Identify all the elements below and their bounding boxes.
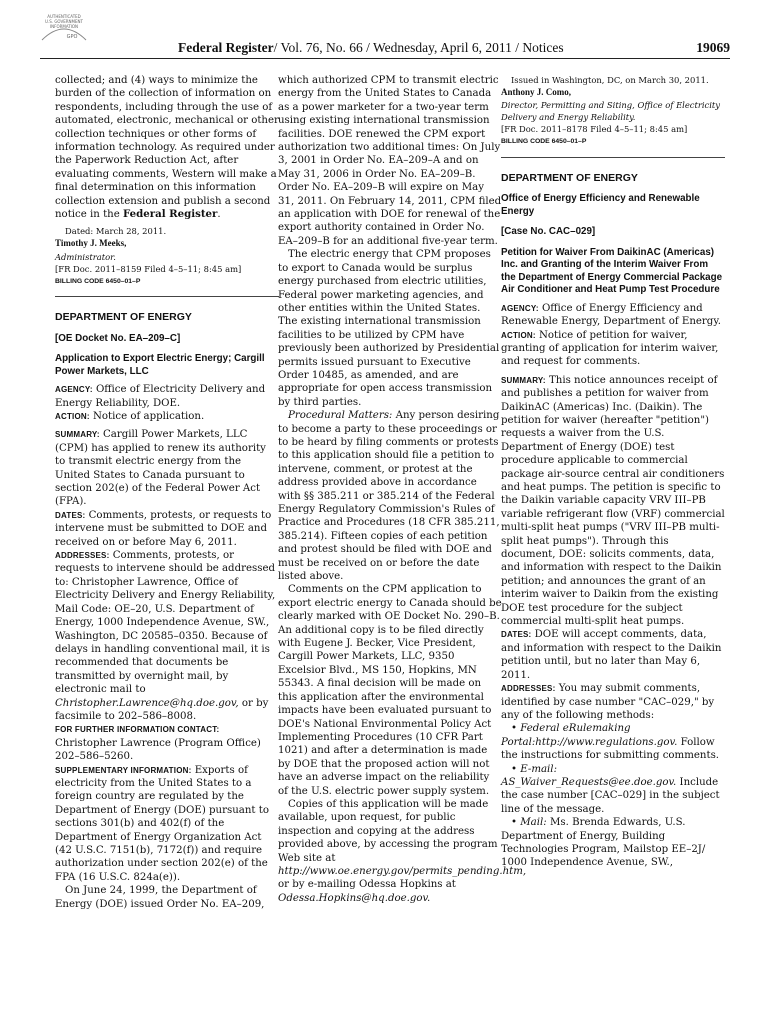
signer-name: Timothy J. Meeks, bbox=[55, 238, 127, 249]
page-number: 19069 bbox=[696, 40, 730, 55]
department-heading: DEPARTMENT OF ENERGY bbox=[501, 171, 638, 184]
svg-text:AUTHENTICATED: AUTHENTICATED bbox=[47, 14, 81, 19]
office-heading: Office of Energy Efficiency and Renewable Energy bbox=[501, 193, 700, 217]
bullet-portal: • Federal eRulemaking Portal:http://www.regulations.gov. Follow the instructions for submitting comments. bbox=[501, 723, 720, 762]
svg-text:U.S. GOVERNMENT: U.S. GOVERNMENT bbox=[45, 19, 83, 24]
billing-code: BILLING CODE 6450–01–P bbox=[55, 277, 141, 285]
copies-paragraph: Copies of this application will be made available, upon request, for public inspection and copying at the address provided above, by accessing the program Web site at http://www.oe.energy.gov/permits_pending.htm, or by e-mailing Odessa Hopkins at Odessa.Hopkins@hq.doe.gov. bbox=[278, 798, 527, 904]
billing-code: BILLING CODE 6450–01–P bbox=[501, 138, 587, 146]
case-number: [Case No. CAC–029] bbox=[501, 226, 596, 238]
agency-field: AGENCY: Office of Electricity Delivery and Energy Reliability, DOE. bbox=[55, 384, 266, 409]
column-1 bbox=[55, 74, 279, 911]
column-2 bbox=[278, 74, 527, 905]
addresses-field: ADDRESSES: Comments, protests, or requests to intervene should be addressed to: Christopher Lawrence, Office of Electricity Delivery and Energy Reliability, Mail Code: OE–20, U.S. Department of Energy, 1000 Independence Avenue, SW., Washington, DC 20585–0350. Because of delays in handling conventional mail, it is recommended that documents be transmitted by overnight mail, by electronic mail to Christopher.Lawrence@hq.doe.gov, or by facsimile to 202–586–8008. bbox=[55, 550, 276, 722]
intro-paragraph: collected; and (4) ways to minimize the burden of the collection of information on respondents, including through the use of automated, electronic, mechanical or other collection techniques or other forms of information technology. As required under the Paperwork Reduction Act, after evaluating comments, Western will make a final determination on this information collection extension and publish a second notice in the Federal Register. bbox=[55, 75, 279, 221]
summary-field: SUMMARY: This notice announces receipt of and publishes a petition for waiver from DaikinAC (Americas) Inc. (Daikin). The petition for waiver (hereafter "petition") requests a waiver from the U.S. Department of Energy (DOE) test procedure applicable to commercial package air-source central air conditioners and heat pumps. The petition is specific to the Daikin variable capacity VRV III–PB variable refrigerant flow (VRF) commercial multi-split heat pumps ("VRV III–PB multi-split heat pumps"). Through this document, DOE: solicits comments, data, and information with respect to the Daikin petition; and announces the grant of an interim waiver to Daikin from the existing DOE test procedure for the subject commercial multi-split heat pumps. bbox=[501, 374, 725, 628]
notice-title: Application to Export Electric Energy; Cargill Power Markets, LLC bbox=[55, 353, 265, 377]
department-heading: DEPARTMENT OF ENERGY bbox=[55, 311, 192, 324]
action-field: ACTION: Notice of application. bbox=[55, 411, 205, 422]
odessa-email-link[interactable]: Odessa.Hopkins@hq.doe.gov. bbox=[278, 892, 431, 904]
fr-doc-line: [FR Doc. 2011–8159 Filed 4–5–11; 8:45 am] bbox=[55, 263, 242, 274]
signer-title: Director, Permitting and Siting, Office of Electricity Delivery and Energy Reliability. bbox=[501, 100, 721, 123]
program-website-link[interactable]: http://www.oe.energy.gov/permits_pending.htm, bbox=[278, 865, 527, 877]
summary-field: SUMMARY: Cargill Power Markets, LLC (CPM) has applied to renew its authority to transmit electric energy from the United States to Canada pursuant to section 202(e) of the Federal Power Act (FPA). bbox=[55, 429, 266, 508]
regulations-link[interactable]: Federal eRulemaking Portal:http://www.regulations.gov. bbox=[501, 723, 678, 748]
svg-text:INFORMATION: INFORMATION bbox=[49, 24, 79, 29]
procedural-paragraph: Procedural Matters: Any person desiring to become a party to these proceedings or to be heard by filing comments or protests to this application should file a petition to intervene, comment, or protest at the address provided above in accordance with §§ 385.211 or 385.214 of the Federal Energy Regulatory Commission's Rules of Practice and Procedures (18 CFR 385.211, 385.214). Fifteen copies of each petition and protest should be filed with DOE and must be received on or before the date listed above. bbox=[278, 410, 500, 583]
dates-field: DATES: Comments, protests, or requests to intervene must be submitted to DOE and received on or before May 6, 2011. bbox=[55, 509, 272, 548]
energy-paragraph: The electric energy that CPM proposes to export to Canada would be surplus energy purchased from electric utilities, Federal power marketing agencies, and other entities within the United States. The existing international transmission facilities to be utilized by CPM have previously been authorized by Presidential permits issued pursuant to Executive Order 10485, as amended, and are appropriate for open access transmission by third parties. bbox=[278, 249, 500, 408]
supplementary-field: SUPPLEMENTARY INFORMATION: Exports of electricity from the United States to a foreign country are regulated by the Department of Energy (DOE) pursuant to sections 301(b) and 402(f) of the Department of Energy Organization Act (42 U.S.C. 7151(b), 7172(f)) and require authorization under section 202(e) of the FPA (16 U.S.C. 824a(e)). bbox=[55, 764, 269, 883]
dates-field: DATES: DOE will accept comments, data, and information with respect to the Daikin petition until, but no later than May 6, 2011. bbox=[501, 629, 722, 681]
column-3 bbox=[501, 74, 725, 870]
agency-field: AGENCY: Office of Energy Efficiency and Renewable Energy, Department of Energy. bbox=[501, 302, 721, 328]
section-divider bbox=[55, 296, 279, 297]
dated-line: Dated: March 28, 2011. bbox=[65, 226, 167, 237]
june-paragraph: On June 24, 1999, the Department of Energy (DOE) issued Order No. EA–209, bbox=[55, 885, 265, 910]
section-divider bbox=[501, 157, 725, 158]
header-citation: Federal Register/ Vol. 76, No. 66 / Wednesday, April 6, 2011 / Notices bbox=[178, 40, 564, 55]
fr-doc-line: [FR Doc. 2011–8178 Filed 4–5–11; 8:45 am] bbox=[501, 124, 688, 135]
docket-number: [OE Docket No. EA–209–C] bbox=[55, 332, 181, 344]
svg-text:GPO: GPO bbox=[66, 34, 78, 40]
notice-title: Petition for Waiver From DaikinAC (Americas) Inc. and Granting of the Interim Waiver From the Department of Energy Commercial Package Air Conditioner and Heat Pump Test Procedure bbox=[501, 246, 723, 296]
bullet-mail: • Mail: Ms. Brenda Edwards, U.S. Department of Energy, Building Technologies Program, Mailstop EE–2J/ 1000 Independence Avenue, SW., bbox=[501, 817, 706, 869]
renewal-paragraph: which authorized CPM to transmit electric energy from the United States to Canada as a power marketer for a two-year term using existing international transmission facilities. DOE renewed the CPM export authorization two additional times: On July 3, 2001 in Order No. EA–209–A and on May 31, 2006 in Order No. EA–209–B. Order No. EA–209–B will expire on May 31, 2011. On February 14, 2011, CPM filed an application with DOE for renewal of the export authority contained in Order No. EA–209–B for an additional five-year term. bbox=[278, 75, 502, 247]
signer-title: Administrator. bbox=[55, 251, 116, 262]
further-info-field: FOR FURTHER INFORMATION CONTACT: Christopher Lawrence (Program Office) 202–586–5260. bbox=[55, 725, 261, 763]
signer-name: Anthony J. Como, bbox=[501, 87, 572, 97]
page-header bbox=[40, 40, 730, 59]
action-field: ACTION: Notice of petition for waiver, granting of application for interim waiver, and request for comments. bbox=[501, 329, 719, 368]
addresses-field: ADDRESSES: You may submit comments, identified by case number "CAC–029," by any of the following methods: bbox=[501, 683, 715, 721]
bullet-email: • E-mail: AS_Waiver_Requests@ee.doe.gov. Include the case number [CAC–029] in the subject line of the message. bbox=[501, 763, 720, 815]
waiver-email-link[interactable]: E-mail: AS_Waiver_Requests@ee.doe.gov. bbox=[501, 763, 677, 788]
issued-line: Issued in Washington, DC, on March 30, 2011. bbox=[511, 75, 709, 85]
comments-paragraph: Comments on the CPM application to export electric energy to Canada should be clearly marked with OE Docket No. 290–B. An additional copy is to be filed directly with Eugene J. Becker, Vice President, Cargill Power Markets, LLC, 9350 Excelsior Blvd., MS 150, Hopkins, MN 55343. A final decision will be made on this application after the environmental impacts have been evaluated pursuant to DOE's National Environmental Policy Act Implementing Procedures (10 CFR Part 1021) and after a determination is made by DOE that the proposed action will not have an adverse impact on the reliability of the U.S. electric power supply system. bbox=[278, 584, 502, 797]
